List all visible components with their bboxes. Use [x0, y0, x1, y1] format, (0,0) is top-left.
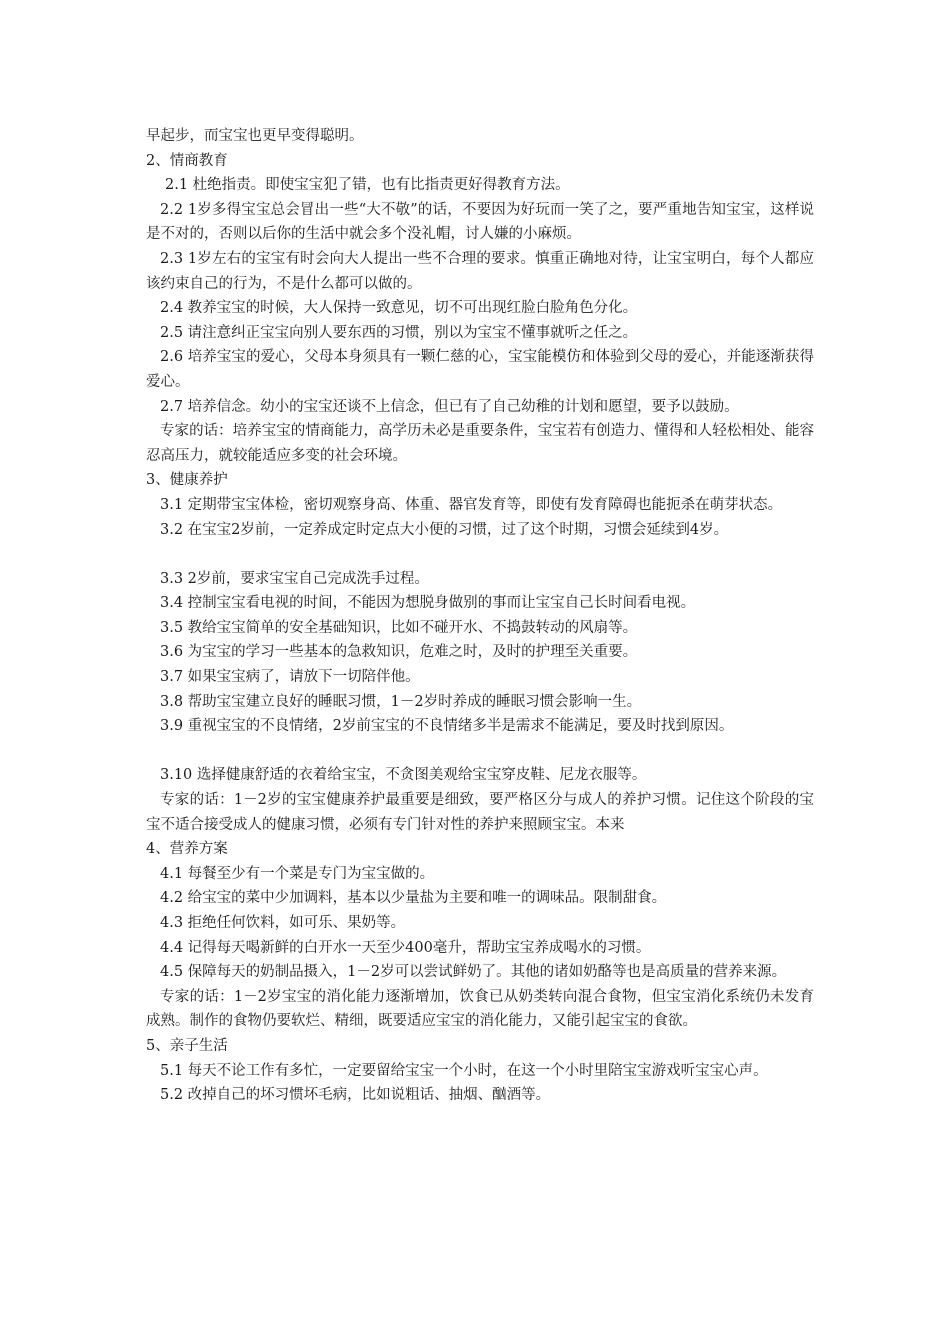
section-heading: 2、情商教育 [146, 152, 228, 169]
section-heading: 3、健康养护 [146, 472, 228, 489]
paragraph: 3.6 为宝宝的学习一些基本的急救知识，危难之时，及时的护理至关重要。 [160, 644, 638, 661]
paragraph: 2.6 培养宝宝的爱心，父母本身须具有一颗仁慈的心，宝宝能模仿和体验到父母的爱心，并能逐渐获得爱心。 [146, 349, 814, 390]
blank-line [146, 739, 814, 764]
paragraph: 早起步，而宝宝也更早变得聪明。 [146, 128, 364, 144]
paragraph: 3.4 控制宝宝看电视的时间，不能因为想脱身做别的事而让宝宝自己长时间看电视。 [160, 595, 696, 612]
paragraph: 3.1 定期带宝宝体检，密切观察身高、体重、器官发育等，即使有发育障碍也能扼杀在萌芽状态。 [160, 496, 783, 513]
paragraph: 3.9 重视宝宝的不良情绪，2岁前宝宝的不良情绪多半是需求不能满足，要及时找到原因。 [160, 718, 734, 735]
paragraph: 4.1 每餐至少有一个菜是专门为宝宝做的。 [160, 865, 435, 882]
paragraph: 4.4 记得每天喝新鲜的白开水一天至少400毫升，帮助宝宝养成喝水的习惯。 [160, 939, 651, 956]
section-heading: 5、亲子生活 [146, 1037, 228, 1054]
blank-line [146, 542, 814, 567]
paragraph: 3.2 在宝宝2岁前，一定养成定时定点大小便的习惯，过了这个时期，习惯会延续到4岁。 [160, 521, 729, 538]
expert-note: 专家的话：培养宝宝的情商能力，高学历未必是重要条件，宝宝若有创造力、懂得和人轻松相处、能容忍高压力，就较能适应多变的社会环境。 [146, 423, 814, 464]
paragraph: 3.3 2岁前，要求宝宝自己完成洗手过程。 [160, 570, 429, 587]
paragraph: 2.3 1岁左右的宝宝有时会向大人提出一些不合理的要求。慎重正确地对待，让宝宝明白，每个人都应该约束自己的行为，不是什么都可以做的。 [146, 250, 814, 292]
paragraph: 2.2 1岁多得宝宝总会冒出一些“大不敬”的话，不要因为好玩而一笑了之，要严重地告知宝宝，这样说是不对的，否则以后你的生活中就会多个没礼帽，讨人嫌的小麻烦。 [146, 201, 814, 243]
paragraph: 3.7 如果宝宝病了，请放下一切陪伴他。 [160, 669, 420, 686]
paragraph: 2.1 杜绝指责。即使宝宝犯了错，也有比指责更好得教育方法。 [165, 177, 570, 194]
paragraph: 3.10 选择健康舒适的衣着给宝宝，不贪图美观给宝宝穿皮鞋、尼龙衣服等。 [160, 767, 647, 784]
expert-note: 专家的话：1－2岁的宝宝健康养护最重要是细致，要严格区分与成人的养护习惯。记住这个阶段的宝宝不适合接受成人的健康习惯，必须有专门针对性的养护来照顾宝宝。本来 [146, 792, 814, 833]
paragraph: 3.5 教给宝宝简单的安全基础知识，比如不碰开水、不捣鼓转动的风扇等。 [160, 619, 638, 636]
paragraph: 2.5 请注意纠正宝宝向别人要东西的习惯，别以为宝宝不懂事就听之任之。 [160, 324, 638, 341]
paragraph: 4.2 给宝宝的菜中少加调料，基本以少量盐为主要和唯一的调味品。限制甜食。 [160, 890, 667, 907]
paragraph: 3.8 帮助宝宝建立良好的睡眠习惯，1－2岁时养成的睡眠习惯会影响一生。 [160, 693, 642, 710]
paragraph: 4.3 拒绝任何饮料，如可乐、果奶等。 [160, 915, 406, 931]
paragraph: 5.1 每天不论工作有多忙，一定要留给宝宝一个小时，在这一个小时里陪宝宝游戏听宝宝心声。 [160, 1062, 768, 1079]
paragraph: 2.4 教养宝宝的时候，大人保持一致意见，切不可出现红脸白脸角色分化。 [160, 300, 638, 317]
paragraph: 2.7 培养信念。幼小的宝宝还谈不上信念，但已有了自己幼稚的计划和愿望，要予以鼓励。 [160, 398, 739, 415]
paragraph: 4.5 保障每天的奶制品摄入，1－2岁可以尝试鲜奶了。其他的诸如奶酪等也是高质量的营养来源。 [160, 964, 787, 981]
paragraph: 5.2 改掉自己的坏习惯坏毛病，比如说粗话、抽烟、酗酒等。 [160, 1087, 551, 1104]
document-page [146, 124, 814, 1108]
expert-note: 专家的话：1－2岁宝宝的消化能力逐渐增加，饮食已从奶类转向混合食物，但宝宝消化系统仍未发育成熟。制作的食物仍要软烂、精细，既要适应宝宝的消化能力，又能引起宝宝的食欲。 [146, 988, 814, 1030]
section-heading: 4、营养方案 [146, 841, 228, 858]
